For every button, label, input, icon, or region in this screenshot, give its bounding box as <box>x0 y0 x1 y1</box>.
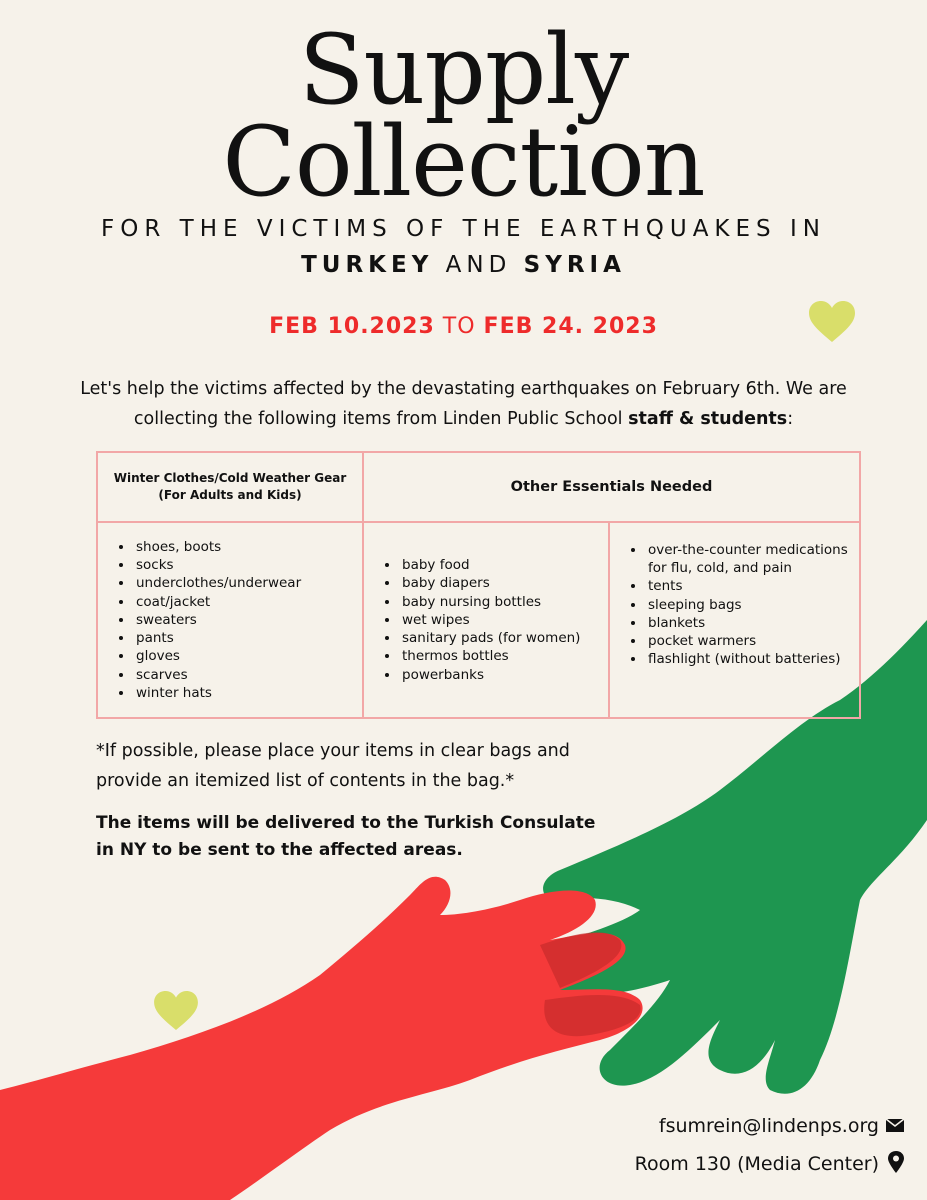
intro-end: : <box>787 409 794 429</box>
baby-items-cell <box>363 522 609 718</box>
list-item: • scarves <box>134 666 356 684</box>
baby-items-list <box>364 556 602 683</box>
essentials-items-list <box>610 541 853 668</box>
end-date: FEB 24. 2023 <box>483 314 658 339</box>
title-line-1: Supply <box>298 14 629 126</box>
list-item: • blankets <box>646 614 853 632</box>
supplies-table <box>96 451 861 719</box>
list-item: • pants <box>134 629 356 647</box>
list-item: • socks <box>134 556 356 574</box>
essentials-items-cell <box>609 522 860 718</box>
header-winter-clothes <box>97 452 363 522</box>
list-item: • underclothes/underwear <box>134 574 356 592</box>
email-text[interactable]: fsumrein@lindenps.org <box>658 1115 879 1137</box>
country-turkey: TURKEY <box>301 252 434 278</box>
list-item: • sweaters <box>134 611 356 629</box>
list-item: • baby nursing bottles <box>400 593 602 611</box>
list-item: • sleeping bags <box>646 596 853 614</box>
list-item: • tents <box>646 577 853 595</box>
delivery-note: The items will be delivered to the Turkish Consulate in NY to be sent to the affected areas. <box>96 813 596 860</box>
red-hand <box>0 877 643 1200</box>
header-winter-line-2: (For Adults and Kids) <box>158 488 302 502</box>
list-item: • over-the-counter medications for flu, cold, and pain <box>646 541 853 577</box>
list-item: • shoes, boots <box>134 538 356 556</box>
header-other-essentials: Other Essentials Needed <box>363 452 860 522</box>
country-syria: SYRIA <box>523 252 626 278</box>
list-item: • wet wipes <box>400 611 602 629</box>
packaging-note: *If possible, please place your items in clear bags and provide an itemized list of contents in the bag.* <box>96 741 570 791</box>
header-winter-line-1: Winter Clothes/Cold Weather Gear <box>113 471 347 485</box>
list-item: • gloves <box>134 647 356 665</box>
list-item: • baby food <box>400 556 602 574</box>
date-to: TO <box>442 314 476 339</box>
list-item: • flashlight (without batteries) <box>646 650 853 668</box>
subtitle-and: AND <box>445 252 512 278</box>
intro-text: Let's help the victims affected by the devastating earthquakes on February 6th. We are collecting the following items from Linden Public School <box>80 379 847 429</box>
intro-bold: staff & students <box>628 409 788 429</box>
room-text: Room 130 (Media Center) <box>634 1153 879 1175</box>
list-item: • pocket warmers <box>646 632 853 650</box>
list-item: • winter hats <box>134 684 356 702</box>
list-item: • coat/jacket <box>134 593 356 611</box>
start-date: FEB 10.2023 <box>269 314 435 339</box>
list-item: • baby diapers <box>400 574 602 592</box>
list-item: • sanitary pads (for women) <box>400 629 602 647</box>
title-line-2: Collection <box>222 106 705 218</box>
subtitle-line-1: FOR THE VICTIMS OF THE EARTHQUAKES IN <box>101 216 826 242</box>
list-item: • powerbanks <box>400 666 602 684</box>
list-item: • thermos bottles <box>400 647 602 665</box>
winter-items-list <box>98 538 356 702</box>
winter-items-cell <box>97 522 363 718</box>
